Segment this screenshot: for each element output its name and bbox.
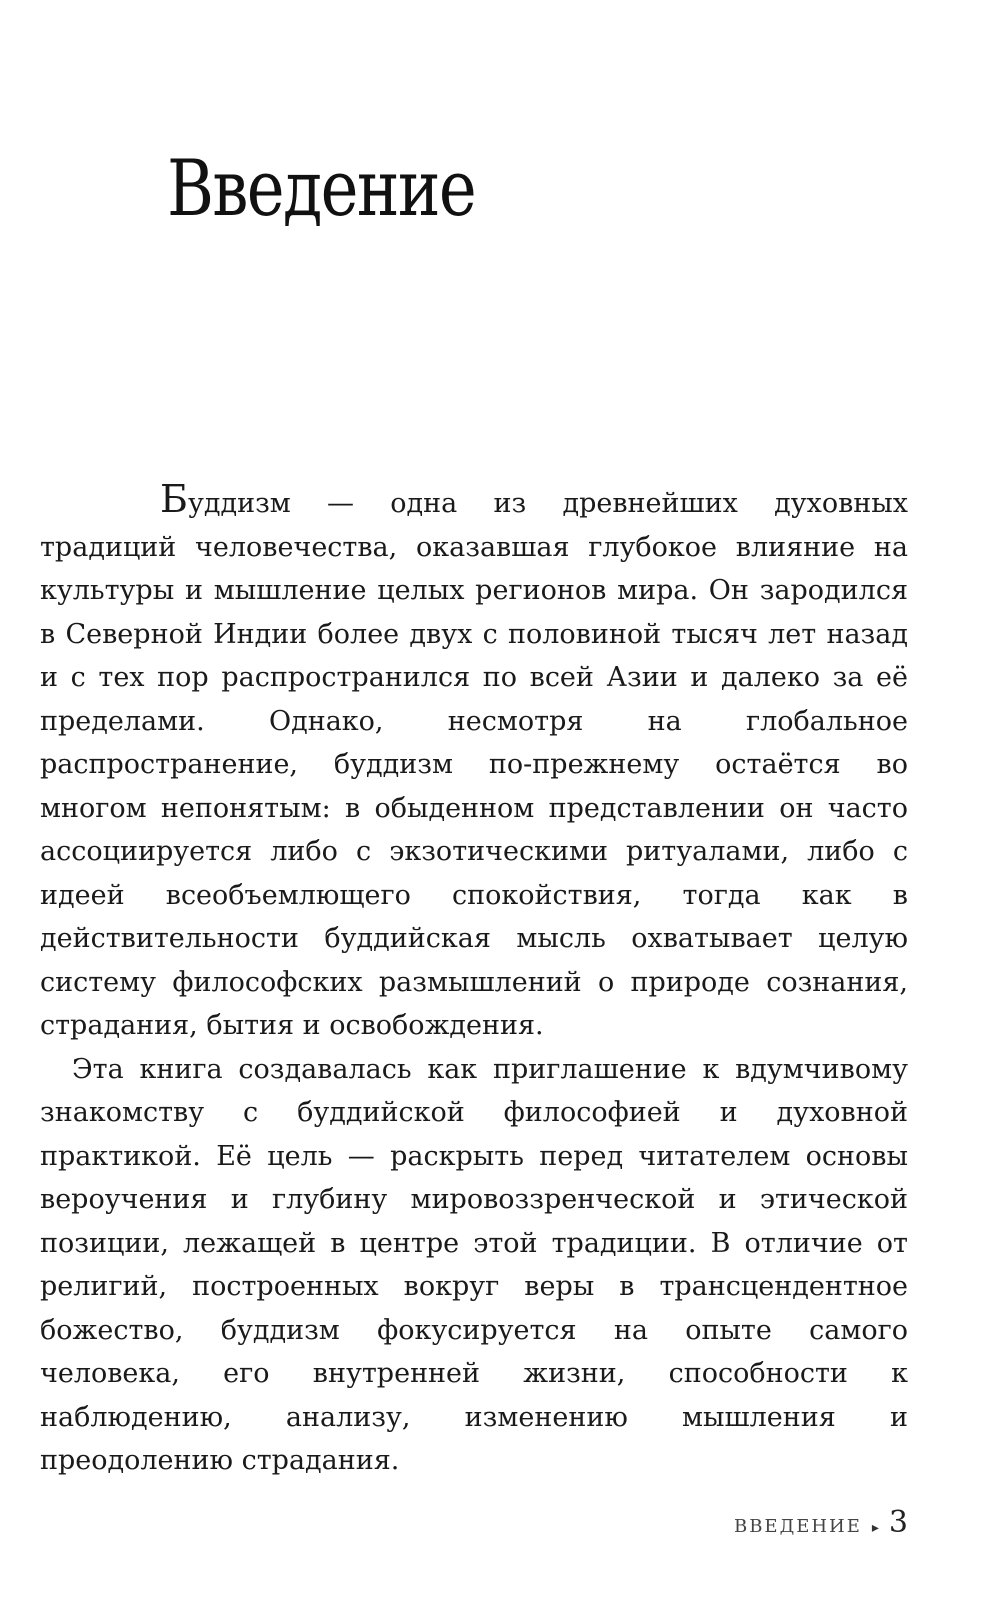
paragraph-1-lead-letter: Б [160, 477, 188, 521]
paragraph-2: Эта книга создавалась как приглашение к вдумчивому знакомству с буддийской философией и духовной практикой. Её цель — раскрыть перед читателем основы вероучения и глубину мировоззренческой и этической позиции, лежащей в центре этой традиции. В отличие от религий, построенных вокруг веры в трансцендентное божество, буддизм фокусируется на опыте самого человека, его внутренней жизни, способности к наблюдению, анализу, изменению мышления и преодолению страдания. [40, 1053, 908, 1476]
page-footer [734, 1505, 908, 1540]
page-number: 3 [888, 1505, 908, 1540]
body-text [40, 477, 908, 1483]
paragraph-1 [40, 477, 908, 1048]
chapter-title: Введение [167, 144, 476, 234]
running-head: ВВЕДЕНИЕ [733, 1516, 862, 1537]
triangle-bullet-icon: ▸ [871, 1520, 879, 1536]
paragraph-1-text: уддизм — одна из древнейших духовных традиций человечества, оказавшая глубокое влияние на культуры и мышление целых регионов мира. Он зародился в Северной Индии более двух с половиной тысяч лет назад и с тех пор распространился по всей Азии и далеко за её пределами. Однако, несмотря на глобальное распространение, буддизм по-прежнему остаётся во многом непонятым: в обыденном представлении он часто ассоциируется либо с экзотическими ритуалами, либо с идеей всеобъемлющего спокойствия, тогда как в действительности буддийская мысль охватывает целую систему философских размышлений о природе сознания, страдания, бытия и освобождения. [40, 488, 908, 1041]
